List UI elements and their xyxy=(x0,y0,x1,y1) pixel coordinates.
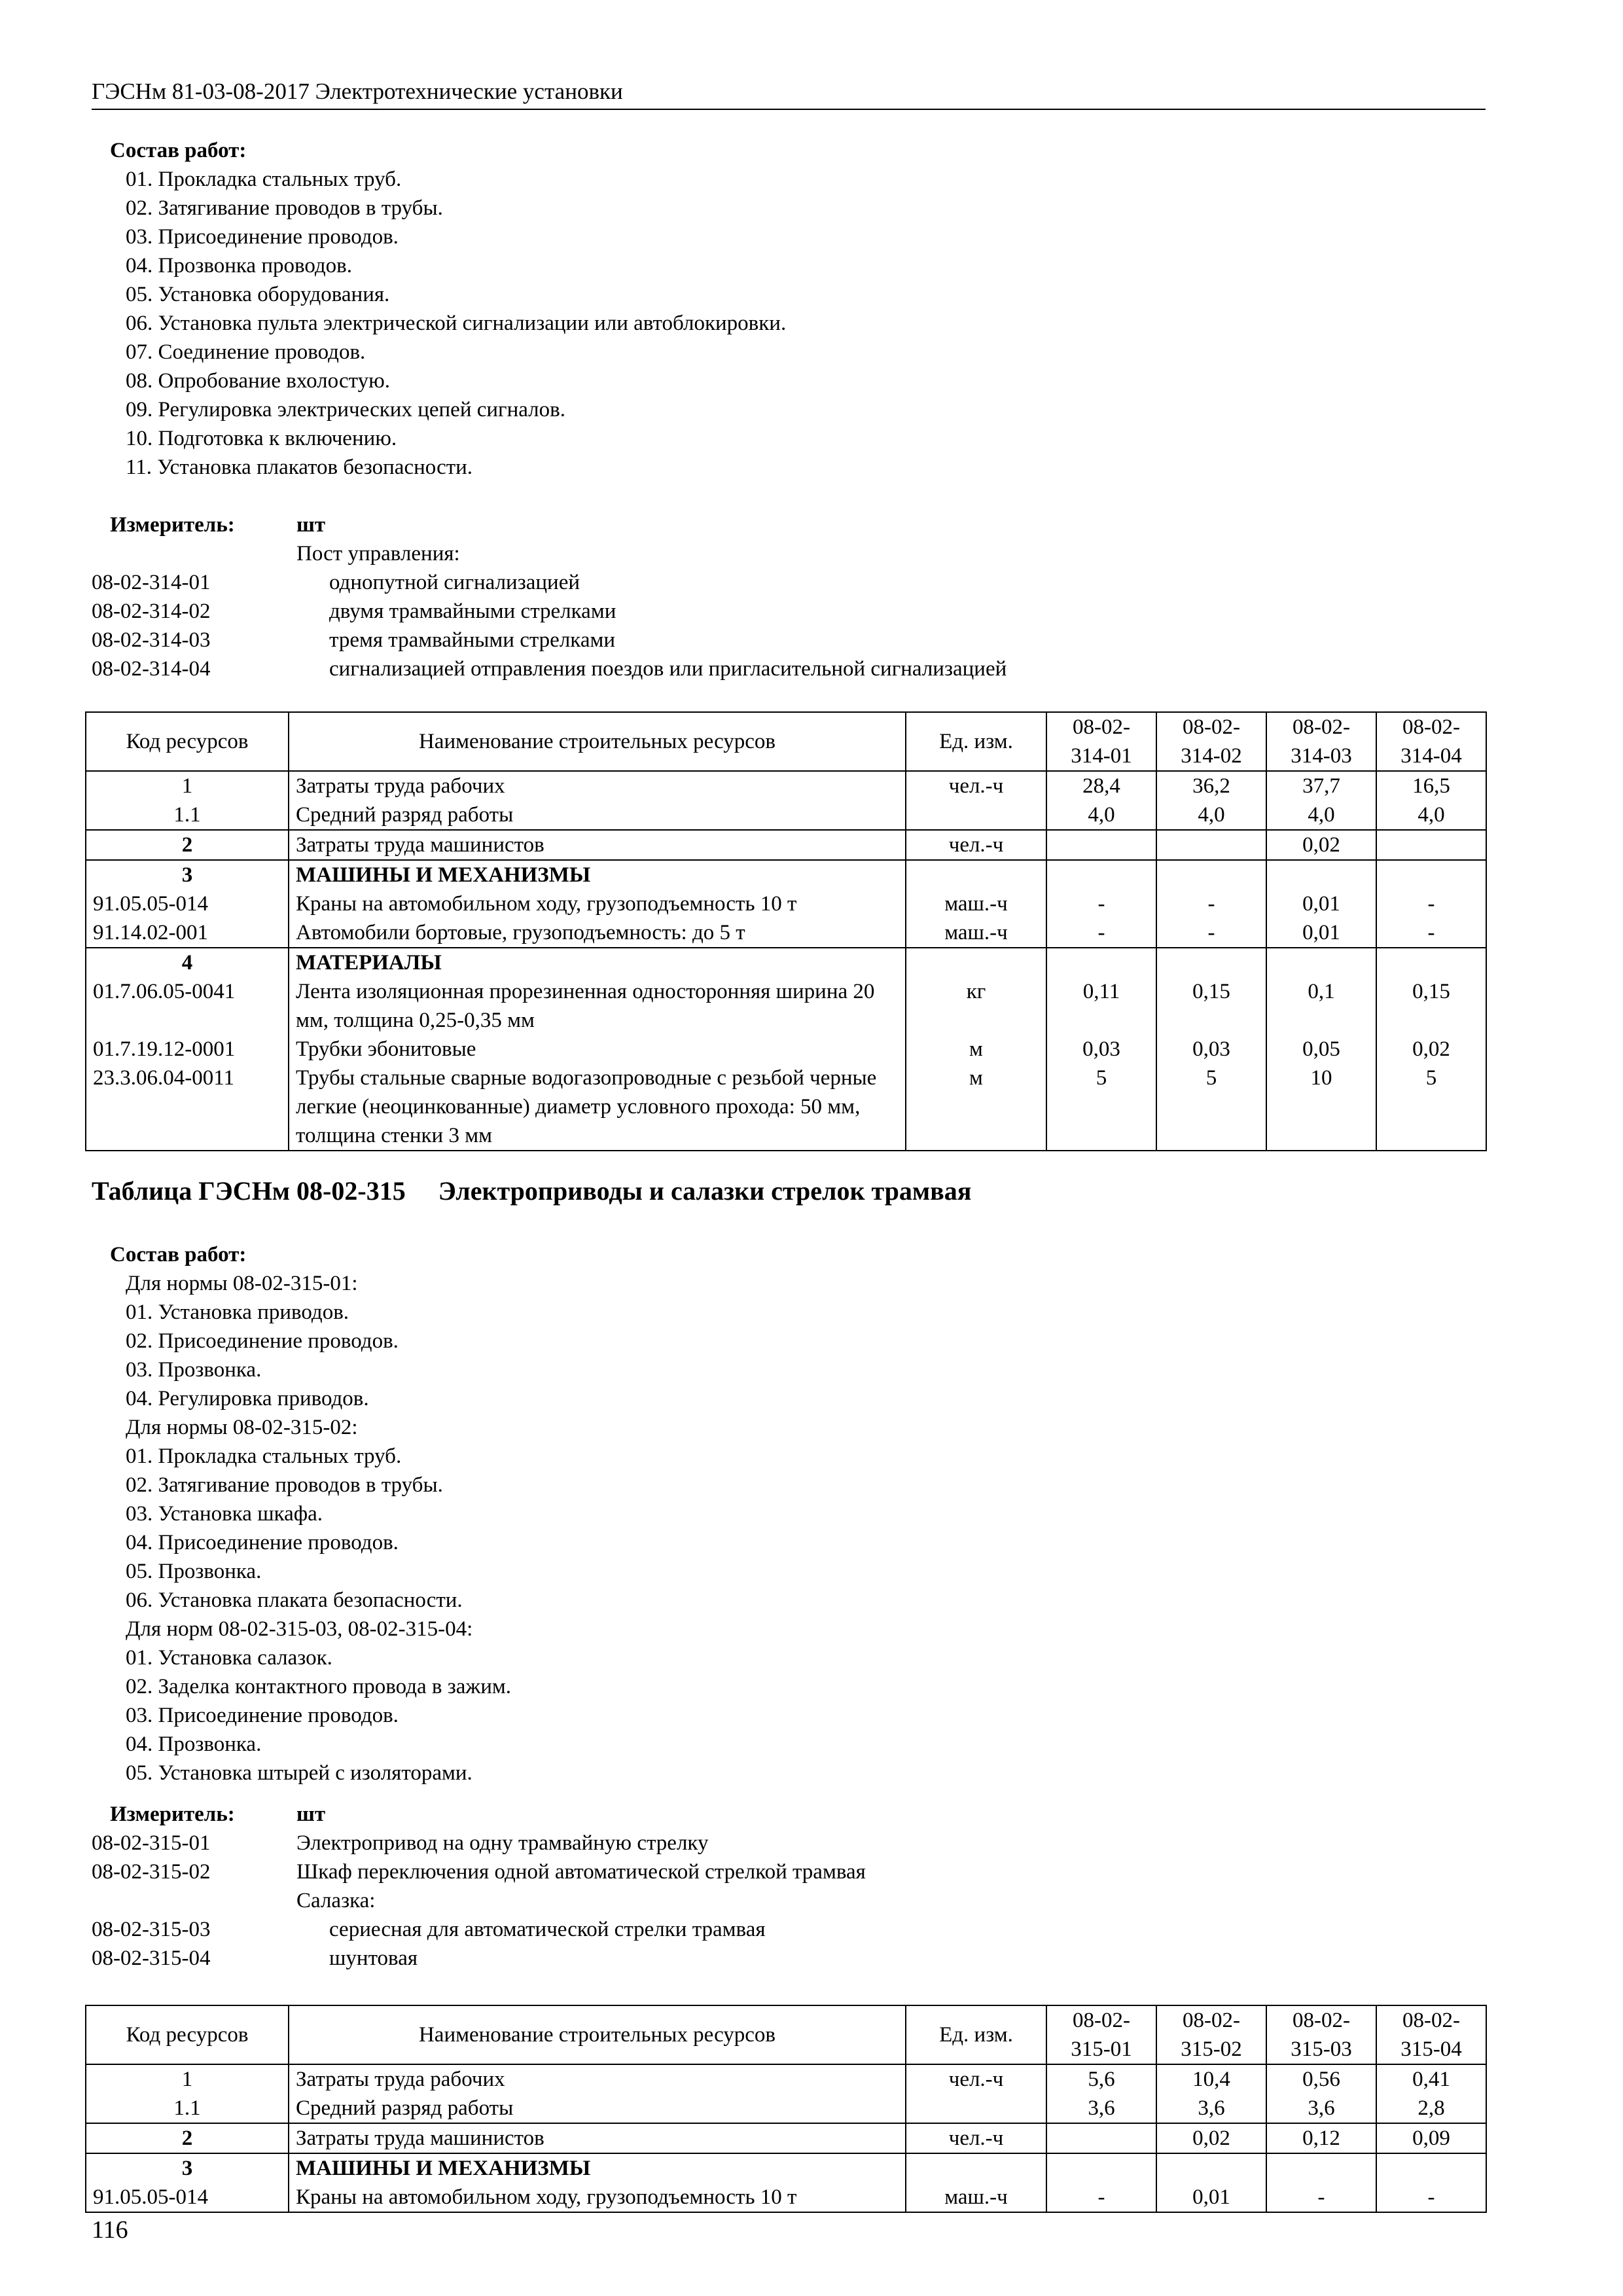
col-header-unit: Ед. изм. xyxy=(906,712,1046,771)
work-item: 04. Присоединение проводов. xyxy=(126,1531,399,1554)
work-item: 02. Присоединение проводов. xyxy=(126,1329,399,1353)
works-section-314 xyxy=(92,136,786,482)
work-item: 04. Прозвонка. xyxy=(126,1732,262,1756)
work-item: 09. Регулировка электрических цепей сигналов. xyxy=(126,398,565,422)
works-label: Состав работ: xyxy=(110,139,247,162)
col-header-norm: 08-02- 314-03 xyxy=(1266,712,1376,771)
measure-label: Измеритель: xyxy=(110,1803,235,1826)
measure-text: Шкаф переключения одной автоматической стрелкой трамвая xyxy=(296,1860,866,1884)
table-title-text: Электроприводы и салазки стрелок трамвая xyxy=(438,1176,972,1206)
col-header-code: Код ресурсов xyxy=(86,712,289,771)
work-item: 01. Установка салазок. xyxy=(126,1646,332,1670)
measure-text: шунтовая xyxy=(329,1946,418,1970)
col-header-norm: 08-02- 314-01 xyxy=(1046,712,1156,771)
col-header-norm: 08-02- 314-02 xyxy=(1156,712,1266,771)
measure-code: 08-02-314-04 xyxy=(92,657,211,681)
work-item: 03. Присоединение проводов. xyxy=(126,225,399,249)
measure-code: 08-02-314-02 xyxy=(92,600,211,623)
work-item: 02. Затягивание проводов в трубы. xyxy=(126,196,443,220)
work-item: 03. Присоединение проводов. xyxy=(126,1704,399,1727)
table-row: 2 Затраты труда машинистов чел.-ч 0,02 xyxy=(86,830,1486,860)
col-header-norm: 08-02- 315-02 xyxy=(1156,2005,1266,2064)
work-item: 03. Прозвонка. xyxy=(126,1358,262,1382)
col-header-unit: Ед. изм. xyxy=(906,2005,1046,2064)
work-item: 05. Установка штырей с изоляторами. xyxy=(126,1761,473,1785)
table-row: 1.1 Средний разряд работы 4,0 4,0 4,0 4,0 xyxy=(86,800,1486,830)
work-item: 01. Прокладка стальных труб. xyxy=(126,1444,402,1468)
col-header-norm: 08-02- 315-04 xyxy=(1376,2005,1486,2064)
measure-code: 08-02-314-03 xyxy=(92,628,211,652)
measures-314 xyxy=(92,511,1007,683)
measure-text: Электропривод на одну трамвайную стрелку xyxy=(296,1831,709,1855)
table-row: 3 МАШИНЫ И МЕХАНИЗМЫ xyxy=(86,860,1486,889)
work-item: 06. Установка плаката безопасности. xyxy=(126,1588,463,1612)
table-row: 1 Затраты труда рабочих чел.-ч 5,6 10,4 0,56 0,41 xyxy=(86,2064,1486,2094)
measure-text: тремя трамвайными стрелками xyxy=(329,628,616,652)
table-row: 91.05.05-014 Краны на автомобильном ходу, грузоподъемность 10 т маш.-ч - - 0,01 - xyxy=(86,889,1486,918)
work-item: Для нормы 08-02-315-01: xyxy=(126,1272,358,1295)
table-row: 01.7.19.12-0001 Трубки эбонитовые м 0,03 0,03 0,05 0,02 xyxy=(86,1035,1486,1064)
col-header-name: Наименование строительных ресурсов xyxy=(289,2005,906,2064)
work-item: 02. Затягивание проводов в трубы. xyxy=(126,1473,443,1497)
work-item: 06. Установка пульта электрической сигнализации или автоблокировки. xyxy=(126,312,787,335)
table-row: 1.1 Средний разряд работы 3,6 3,6 3,6 2,8 xyxy=(86,2094,1486,2123)
table-row: 2 Затраты труда машинистов чел.-ч 0,02 0,12 0,09 xyxy=(86,2123,1486,2153)
col-header-code: Код ресурсов xyxy=(86,2005,289,2064)
measure-group: Салазка: xyxy=(296,1889,376,1912)
table-row: 4 МАТЕРИАЛЫ xyxy=(86,948,1486,977)
table-row: 3 МАШИНЫ И МЕХАНИЗМЫ xyxy=(86,2153,1486,2183)
measures-315 xyxy=(92,1800,866,1973)
page-number: 116 xyxy=(92,2216,128,2244)
measure-group: Пост управления: xyxy=(296,542,460,565)
measure-text: двумя трамвайными стрелками xyxy=(329,600,616,623)
work-item: 02. Заделка контактного провода в зажим. xyxy=(126,1675,512,1698)
measure-unit: шт xyxy=(296,1803,326,1826)
measure-code: 08-02-315-01 xyxy=(92,1831,211,1855)
work-item: Для норм 08-02-315-03, 08-02-315-04: xyxy=(126,1617,473,1641)
work-item: Для нормы 08-02-315-02: xyxy=(126,1416,358,1439)
resources-table-315 xyxy=(85,2005,1487,2213)
measure-text: сериесная для автоматической стрелки трамвая xyxy=(329,1918,766,1941)
work-item: 07. Соединение проводов. xyxy=(126,340,366,364)
col-header-norm: 08-02- 315-01 xyxy=(1046,2005,1156,2064)
table-title-315 xyxy=(92,1175,971,1208)
measure-text: сигнализацией отправления поездов или пригласительной сигнализацией xyxy=(329,657,1007,681)
table-title-prefix: Таблица ГЭСНм 08-02-315 xyxy=(92,1176,406,1206)
work-item: 01. Прокладка стальных труб. xyxy=(126,168,402,191)
work-item: 04. Прозвонка проводов. xyxy=(126,254,353,278)
work-item: 04. Регулировка приводов. xyxy=(126,1387,369,1410)
work-item: 05. Прозвонка. xyxy=(126,1560,262,1583)
col-header-name: Наименование строительных ресурсов xyxy=(289,712,906,771)
table-row: 91.14.02-001 Автомобили бортовые, грузоподъемность: до 5 т маш.-ч - - 0,01 - xyxy=(86,918,1486,948)
works-section-315 xyxy=(92,1240,511,1787)
col-header-norm: 08-02- 314-04 xyxy=(1376,712,1486,771)
works-label: Состав работ: xyxy=(110,1243,247,1266)
measure-code: 08-02-315-03 xyxy=(92,1918,211,1941)
col-header-norm: 08-02- 315-03 xyxy=(1266,2005,1376,2064)
measure-unit: шт xyxy=(296,513,326,537)
work-item: 11. Установка плакатов безопасности. xyxy=(126,456,473,479)
work-item: 03. Установка шкафа. xyxy=(126,1502,323,1526)
table-row: 23.3.06.04-0011 Трубы стальные сварные водогазопроводные с резьбой черные легкие (неоцинкованные) диаметр условного прохода: 50 мм, толщина стенки 3 мм м 5 5 10 5 xyxy=(86,1064,1486,1151)
table-row: 91.05.05-014 Краны на автомобильном ходу, грузоподъемность 10 т маш.-ч - 0,01 - - xyxy=(86,2183,1486,2212)
measure-label: Измеритель: xyxy=(110,513,235,537)
measure-code: 08-02-315-02 xyxy=(92,1860,211,1884)
work-item: 05. Установка оборудования. xyxy=(126,283,390,306)
table-row: 01.7.06.05-0041 Лента изоляционная прорезиненная односторонняя ширина 20 мм, толщина 0,25-0,35 мм кг 0,11 0,15 0,1 0,15 xyxy=(86,977,1486,1035)
resources-table-314 xyxy=(85,711,1487,1151)
running-header: ГЭСНм 81-03-08-2017 Электротехнические установки xyxy=(92,77,1486,110)
measure-code: 08-02-315-04 xyxy=(92,1946,211,1970)
measure-text: однопутной сигнализацией xyxy=(329,571,580,594)
table-row: 1 Затраты труда рабочих чел.-ч 28,4 36,2 37,7 16,5 xyxy=(86,771,1486,800)
work-item: 01. Установка приводов. xyxy=(126,1300,349,1324)
work-item: 10. Подготовка к включению. xyxy=(126,427,397,450)
work-item: 08. Опробование вхолостую. xyxy=(126,369,391,393)
measure-code: 08-02-314-01 xyxy=(92,571,211,594)
